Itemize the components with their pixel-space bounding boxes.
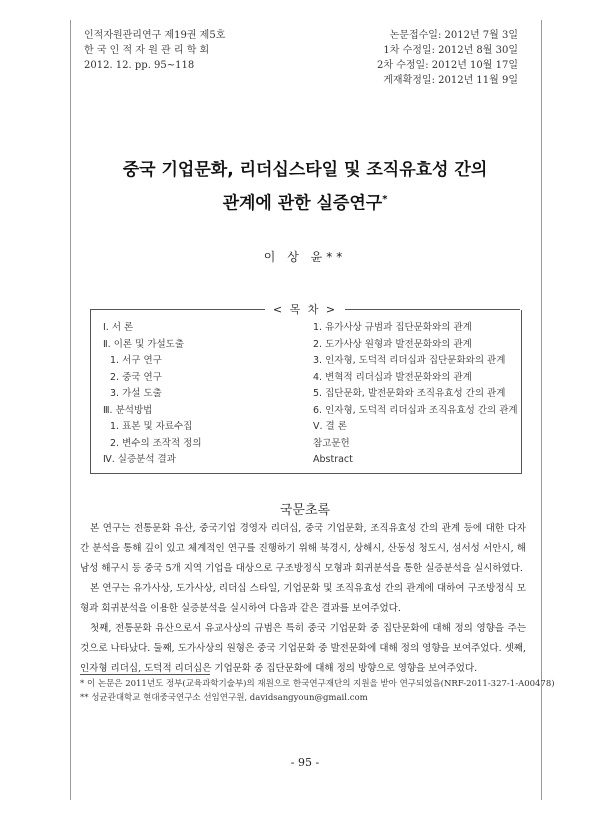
title-line-1: 중국 기업문화, 리더십스타일 및 조직유효성 간의: [122, 160, 488, 180]
toc-item: 2. 변수의 조작적 정의: [110, 437, 202, 449]
journal-name: 인적자원관리연구 제19권 제5호: [84, 30, 226, 41]
toc-item: 4. 변혁적 리더십과 발전문화와의 관계: [313, 371, 472, 383]
footnote-author: ** 성균관대학교 현대중국연구소 선임연구원, davidsangyoun@gmail.com: [80, 693, 368, 703]
footnote-divider: [80, 674, 210, 675]
toc-item: 1. 유가사상 규범과 집단문화와의 관계: [313, 322, 472, 333]
accepted-date: 게재확정일: 2012년 11월 9일: [383, 75, 518, 86]
received-date: 논문접수일: 2012년 7월 3일: [389, 30, 518, 41]
issue-pages: 2012. 12. pp. 95~118: [84, 60, 195, 71]
footnotes: [80, 677, 555, 705]
abstract-paragraph: 본 연구는 유가사상, 도가사상, 리더십 스타일, 기업문화 및 조직유효성 간의 관계에 대하여 구조방정식 모형과 회귀분석을 이용한 실증분석을 실시하여 다음과 같은 결과를 보여주었다.: [80, 583, 526, 614]
toc-item: 6. 인자형, 도덕적 리더십과 조직유효성 간의 관계: [313, 404, 518, 416]
title-line-2: 관계에 관한 실증연구*: [222, 193, 388, 214]
toc-item: 2. 도가사상 원형과 발전문화와의 관계: [313, 338, 472, 350]
author-name: 이 상 윤**: [263, 250, 347, 264]
revision1-date: 1차 수정일: 2012년 8월 30일: [383, 45, 518, 56]
toc-item: 1. 표본 및 자료수집: [110, 421, 193, 432]
revision2-date: 2차 수정일: 2012년 10월 17일: [377, 60, 518, 71]
abstract-paragraph: 첫째, 전통문화 유산으로서 유교사상의 규범은 특히 중국 기업문화 중 집단문화에 대해 정의 영향을 주는 것으로 나타났다. 둘째, 도가사상의 원형은 중국 기업문화 중 발전문화에 대해 정의 영향을 보여주었다. 셋째, 인자형 리더십, 도덕적 리더십은 기업문화 중 집단문화에 대해 정의 방향으로 영향을 보여주었다.: [80, 623, 526, 674]
toc-label: < 목 차 >: [272, 303, 338, 316]
toc-item: 3. 인자형, 도덕적 리더십과 집단문화와의 관계: [313, 355, 506, 366]
toc-item: Ⅰ. 서 론: [103, 322, 134, 333]
toc-right-column: [313, 320, 518, 469]
footnote-funding: * 이 논문은 2011년도 정부(교육과학기술부)의 재원으로 한국연구재단의 지원을 받아 연구되었음(NRF-2011-327-1-A00478): [80, 679, 555, 689]
toc-left-column: [103, 320, 202, 469]
abstract-paragraph: 본 연구는 전통문화 유산, 중국기업 경영자 리더십, 중국 기업문화, 조직유효성 간의 관계 등에 대한 다자간 분석을 통해 깊이 있고 체계적인 연구를 진행하기 위해 북경시, 상해시, 산동성 청도시, 섬서성 서안시, 해남성 해구시 등 중국 5개 지역 기업을 대상으로 구조방정식 모형과 회귀분석을 통한 실증분석을 실시하였다.: [80, 523, 526, 574]
toc-item: Abstract: [313, 454, 353, 465]
paper-title: [70, 156, 540, 219]
journal-header: [84, 28, 225, 73]
abstract-title: 국문초록: [279, 503, 331, 518]
abstract-body: [80, 519, 526, 679]
toc-item: 5. 집단문화, 발전문화와 조직유효성 간의 관계: [313, 388, 506, 399]
toc-item: Ⅴ. 결 론: [313, 421, 347, 432]
submission-dates: [377, 28, 518, 88]
table-of-contents: [90, 310, 522, 474]
toc-item: 1. 서구 연구: [110, 355, 162, 366]
page-number: - 95 -: [290, 756, 320, 769]
toc-item: Ⅳ. 실증분석 결과: [103, 454, 176, 465]
title-footnote-mark: *: [382, 194, 388, 205]
toc-item: 2. 중국 연구: [110, 371, 162, 383]
society-name: 한 국 인 적 자 원 관 리 학 회: [84, 45, 210, 56]
toc-item: Ⅲ. 분석방법: [103, 404, 153, 416]
toc-item: 3. 가설 도출: [110, 388, 162, 399]
toc-item: 참고문헌: [313, 437, 350, 449]
toc-item: Ⅱ. 이론 및 가설도출: [103, 338, 184, 350]
